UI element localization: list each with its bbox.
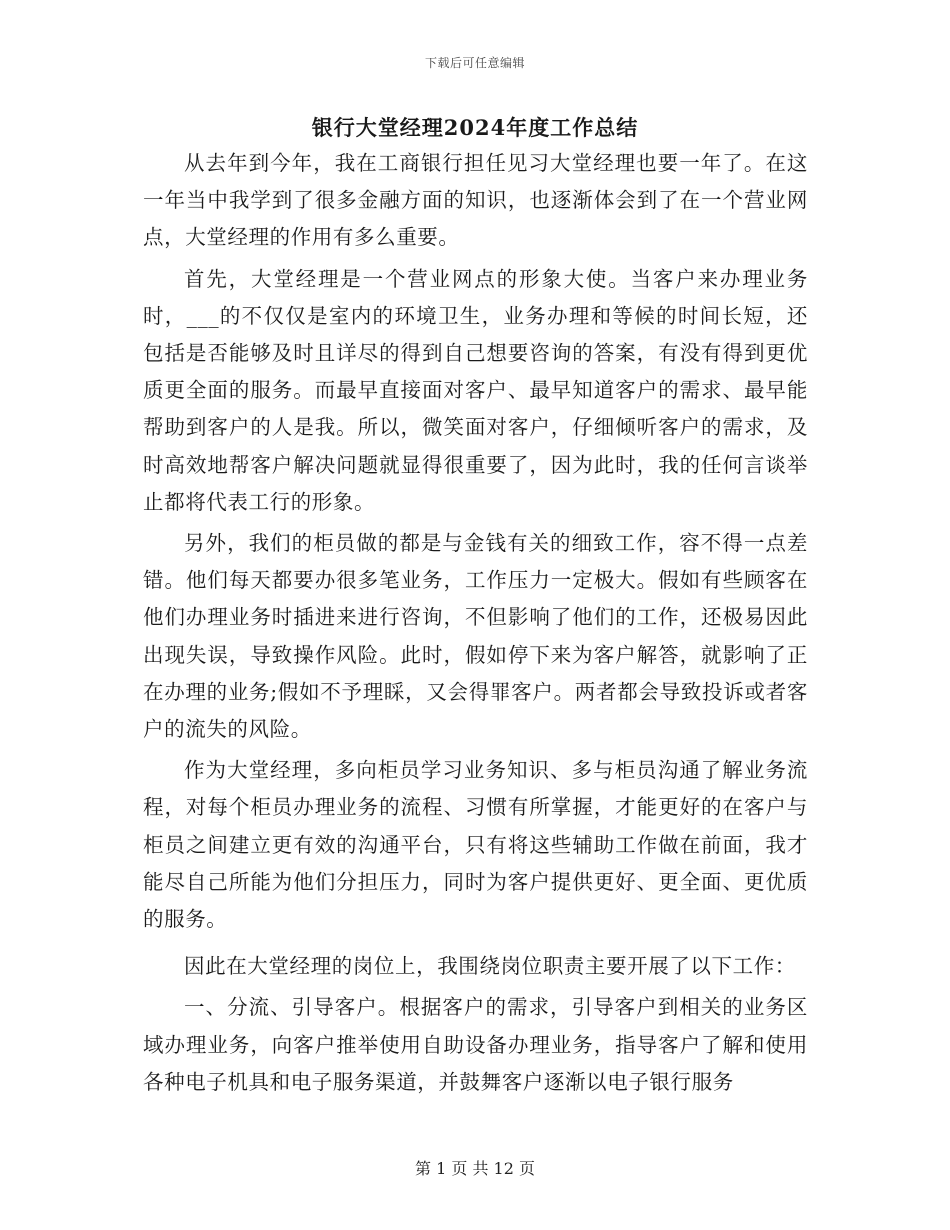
document-body [143,145,808,1105]
paragraph-communication: 作为大堂经理，多向柜员学习业务知识、多与柜员沟通了解业务流程，对每个柜员办理业务的流程、习惯有所掌握，才能更好的在客户与柜员之间建立更有效的沟通平台，只有将这些辅助工作做在前面，我才能尽自己所能为他们分担压力，同时为客户提供更好、更全面、更优质的服务。 [143,758,808,932]
paragraph-image-ambassador: 首先，大堂经理是一个营业网点的形象大使。当客户来办理业务时，___的不仅仅是室内的环境卫生，业务办理和等候的时间长短，还包括是否能够及时且详尽的得到自己想要咨询的答案，有没有得到更优质更全面的服务。而最早直接面对客户、最早知道客户的需求、最早能帮助到客户的人是我。所以，微笑面对客户，仔细倾听客户的需求，及时高效地帮客户解决问题就显得很重要了，因为此时，我的任何言谈举止都将代表工行的形象。 [143,266,808,514]
document-title: 银行大堂经理2024年度工作总结 [311,115,639,140]
page-number: 第 1 页 共 12 页 [415,1159,535,1178]
paragraph-teller-pressure: 另外，我们的柜员做的都是与金钱有关的细致工作，容不得一点差错。他们每天都要办很多笔业务，工作压力一定极大。假如有些顾客在他们办理业务时插进来进行咨询，不但影响了他们的工作，还极易因此出现失误，导致操作风险。此时，假如停下来为客户解答，就影响了正在办理的业务;假如不予理睬，又会得罪客户。两者都会导致投诉或者客户的流失的风险。 [143,531,808,742]
paragraph-item-one: 一、分流、引导客户。根据客户的需求，引导客户到相关的业务区域办理业务，向客户推举使用自助设备办理业务，指导客户了解和使用各种电子机具和电子服务渠道，并鼓舞客户逐渐以电子银行服务 [143,995,808,1094]
header-note: 下载后可任意编辑 [424,56,525,70]
paragraph-intro: 从去年到今年，我在工商银行担任见习大堂经理也要一年了。在这一年当中我学到了很多金融方面的知识，也逐渐体会到了在一个营业网点，大堂经理的作用有多么重要。 [143,151,808,250]
paragraph-work-intro: 因此在大堂经理的岗位上，我围绕岗位职责主要开展了以下工作： [184,954,796,979]
